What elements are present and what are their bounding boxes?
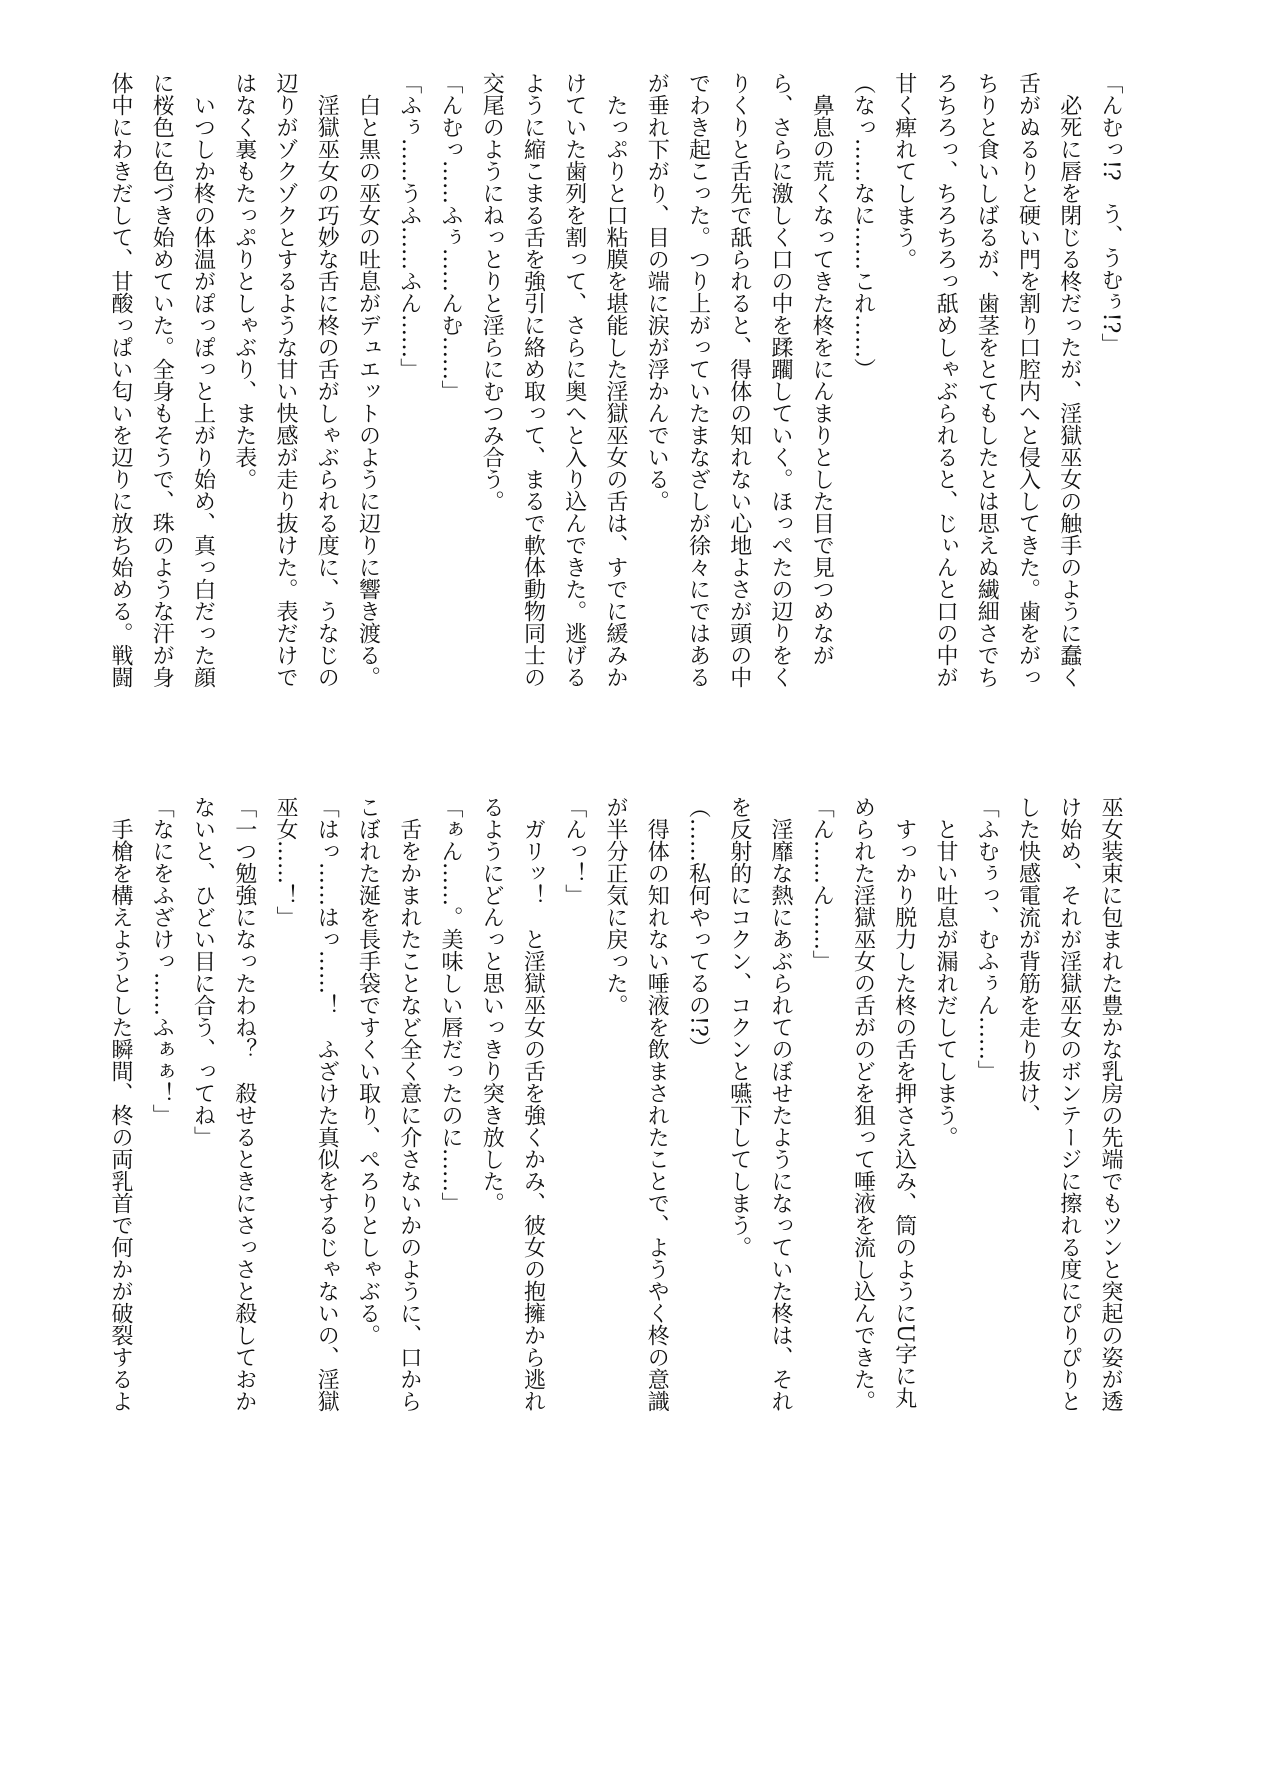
text-line: 「んむっ!? う、うむぅ!?」 — [1098, 72, 1123, 356]
text-line: 鼻息の荒くなってきた柊をにんまりとした目で見つめなが — [809, 72, 835, 666]
text-line: でわき起こった。つり上がっていたまなざしが徐々にではある — [685, 72, 711, 688]
text-line: が垂れ下がり、目の端に涙が浮かんでいる。 — [644, 72, 670, 512]
text-line: 必死に唇を閉じる柊だったが、淫獄巫女の触手のように蠢く — [1056, 72, 1082, 688]
text-line: ように縮こまる舌を強引に絡め取って、まるで軟体動物同士の — [520, 72, 546, 688]
text-line: した快感電流が背筋を走り抜け、 — [1015, 796, 1041, 1126]
text-line: 白と黒の巫女の吐息がデュエットのように辺りに響き渡る。 — [355, 72, 381, 688]
text-line: ら、さらに激しく口の中を蹂躙していく。ほっぺたの辺りをく — [768, 72, 793, 688]
text-line: るようにどんっと思いっきり突き放した。 — [479, 796, 505, 1214]
text-line: 「はっ……はっ……！ ふざけた真似をするじゃないの、淫獄 — [314, 796, 340, 1412]
text-line: け始め、それが淫獄巫女のボンテージに擦れる度にぴりぴりと — [1056, 796, 1082, 1412]
text-line: 「ん……ん……」 — [809, 796, 835, 972]
text-line: 「ぁん……。美味しい唇だったのに……」 — [438, 796, 463, 1214]
text-line: 辺りがゾクゾクとするような甘い快感が走り抜けた。表だけで — [273, 72, 298, 688]
text-line: 得体の知れない唾液を飲まされたことで、ようやく柊の意識 — [644, 796, 670, 1412]
upper-text-block — [100, 72, 1131, 688]
text-line: に桜色に色づき始めていた。全身もそうで、珠のような汗が身 — [149, 72, 175, 688]
text-line: ろちろっ、ちろちろっ舐めしゃぶられると、じぃんと口の中が — [933, 72, 958, 688]
text-line: （……私何やってるの!?） — [685, 796, 711, 1059]
text-line: 「なにをふざけっ……ふぁぁ！」 — [149, 796, 175, 1126]
text-line: と甘い吐息が漏れだしてしまう。 — [933, 796, 958, 1148]
text-line: 「ふぅ……うふ……ふん……」 — [396, 72, 422, 380]
text-line: ちりと食いしばるが、歯茎をとてもしたとは思えぬ繊細さでち — [974, 72, 1000, 688]
text-line: 「ふむぅっ、むふぅん……」 — [974, 796, 1000, 1082]
text-line: 巫女装束に包まれた豊かな乳房の先端でもツンと突起の姿が透 — [1098, 796, 1123, 1412]
text-line: 手槍を構えようとした瞬間、柊の両乳首で何かが破裂するよ — [108, 796, 133, 1412]
text-line: はなく裏もたっぷりとしゃぶり、また表。 — [231, 72, 257, 490]
text-line: たっぷりと口粘膜を堪能した淫獄巫女の舌は、すでに緩みか — [603, 72, 628, 688]
lower-text-block — [100, 796, 1131, 1412]
text-line: 舌がぬるりと硬い門を割り口腔内へと侵入してきた。歯をがっ — [1015, 72, 1041, 688]
text-line: 交尾のようにねっとりと淫らにむつみ合う。 — [479, 72, 505, 512]
text-line: すっかり脱力した柊の舌を押さえ込み、筒のようにU字に丸 — [891, 796, 917, 1409]
text-line: 淫靡な熱にあぶられてのぼせたようになっていた柊は、それ — [768, 796, 793, 1412]
text-line: ないと、ひどい目に合う、ってね」 — [190, 796, 216, 1148]
text-line: 「一つ勉強になったわね？ 殺せるときにさっさと殺しておか — [231, 796, 257, 1412]
text-line: 体中にわきだして、甘酸っぱい匂いを辺りに放ち始める。戦闘 — [108, 72, 133, 688]
text-line: を反射的にコクン、コクンと嚥下してしまう。 — [726, 796, 752, 1258]
text-line: められた淫獄巫女の舌がのどを狙って唾液を流し込んできた。 — [850, 796, 876, 1412]
text-line: りくりと舌先で舐られると、得体の知れない心地よさが頭の中 — [726, 72, 752, 688]
text-line: 淫獄巫女の巧妙な舌に柊の舌がしゃぶられる度に、うなじの — [314, 72, 340, 688]
text-line: 甘く痺れてしまう。 — [891, 72, 917, 270]
text-line: 「んむっ……ふぅ……んむ……」 — [438, 72, 463, 402]
text-line: 舌をかまれたことなど全く意に介さないかのように、口から — [396, 796, 422, 1412]
text-line: いつしか柊の体温がぽっぽっと上がり始め、真っ白だった顔 — [190, 72, 216, 688]
text-line: 「んっ！」 — [561, 796, 587, 906]
text-line: 巫女……！」 — [273, 796, 298, 928]
text-line: （なっ……なに……これ……） — [850, 72, 876, 380]
text-line: けていた歯列を割って、さらに奥へと入り込んできた。逃げる — [561, 72, 587, 688]
text-line: こぼれた涎を長手袋ですくい取り、ぺろりとしゃぶる。 — [355, 796, 381, 1346]
text-line: ガリッ！ と淫獄巫女の舌を強くかみ、彼女の抱擁から逃れ — [520, 796, 546, 1412]
text-line: が半分正気に戻った。 — [603, 796, 628, 1016]
